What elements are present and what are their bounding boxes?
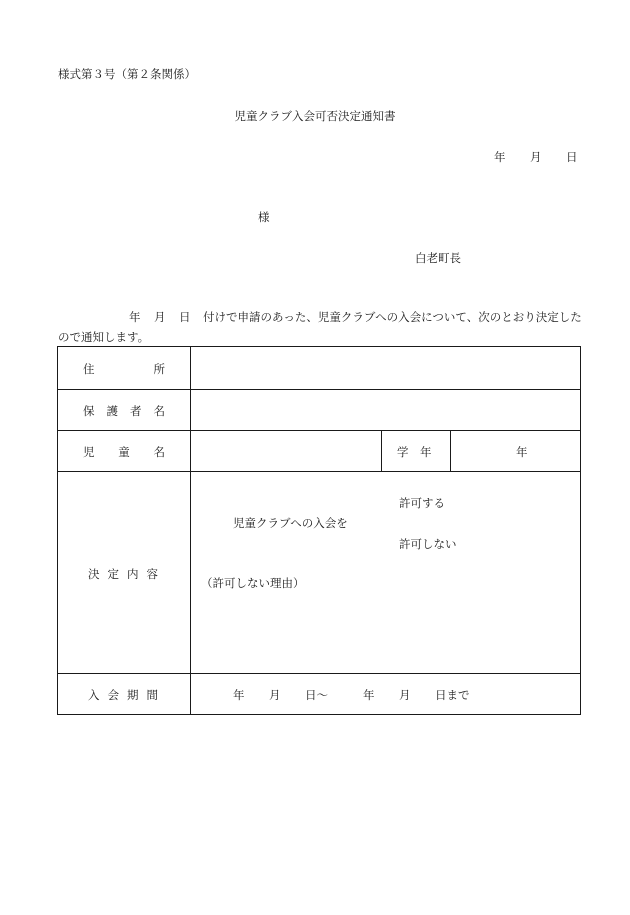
deny-option[interactable]: 許可しない	[399, 537, 457, 551]
table-divider	[58, 471, 580, 472]
application-date-month: 月	[154, 310, 166, 324]
grade-unit: 年	[516, 445, 528, 459]
period-start-day: 日〜	[305, 688, 328, 702]
issue-date-year: 年	[494, 150, 506, 164]
body-text-line-1: 付けで申請のあった、児童クラブへの入会について、次のとおり決定した	[203, 310, 582, 324]
period-end-day: 日まで	[435, 688, 470, 702]
decision-table	[57, 346, 581, 715]
child-name-field[interactable]	[192, 431, 380, 471]
table-divider	[58, 673, 580, 674]
guardian-name-label: 保 護 者 名	[83, 404, 165, 418]
application-date-day: 日	[179, 310, 191, 324]
address-label: 住 所	[83, 362, 165, 376]
addressee-honorific: 様	[258, 210, 270, 224]
body-text-line-2: ので通知します。	[58, 330, 150, 344]
document-title: 児童クラブ入会可否決定通知書	[234, 109, 396, 123]
period-end-month: 月	[399, 688, 411, 702]
deny-reason-label: （許可しない理由）	[201, 576, 305, 590]
table-divider	[381, 430, 382, 471]
issue-date-month: 月	[530, 150, 542, 164]
decision-statement: 児童クラブへの入会を	[233, 516, 348, 530]
period-end-year: 年	[363, 688, 375, 702]
table-divider	[450, 430, 451, 471]
permit-option[interactable]: 許可する	[399, 496, 445, 510]
enrollment-period-label: 入 会 期 間	[88, 688, 158, 702]
child-name-label: 児 童 名	[83, 445, 165, 459]
decision-content-label: 決 定 内 容	[88, 567, 158, 581]
form-number: 様式第３号（第２条関係）	[58, 67, 196, 81]
address-field[interactable]	[192, 348, 580, 388]
issue-date-day: 日	[566, 150, 578, 164]
issuer-name: 白老町長	[415, 251, 461, 265]
period-start-month: 月	[269, 688, 281, 702]
guardian-name-field[interactable]	[192, 390, 580, 430]
period-start-year: 年	[233, 688, 245, 702]
grade-label: 学 年	[397, 445, 432, 459]
application-date-year: 年	[129, 310, 141, 324]
table-divider	[190, 347, 191, 714]
